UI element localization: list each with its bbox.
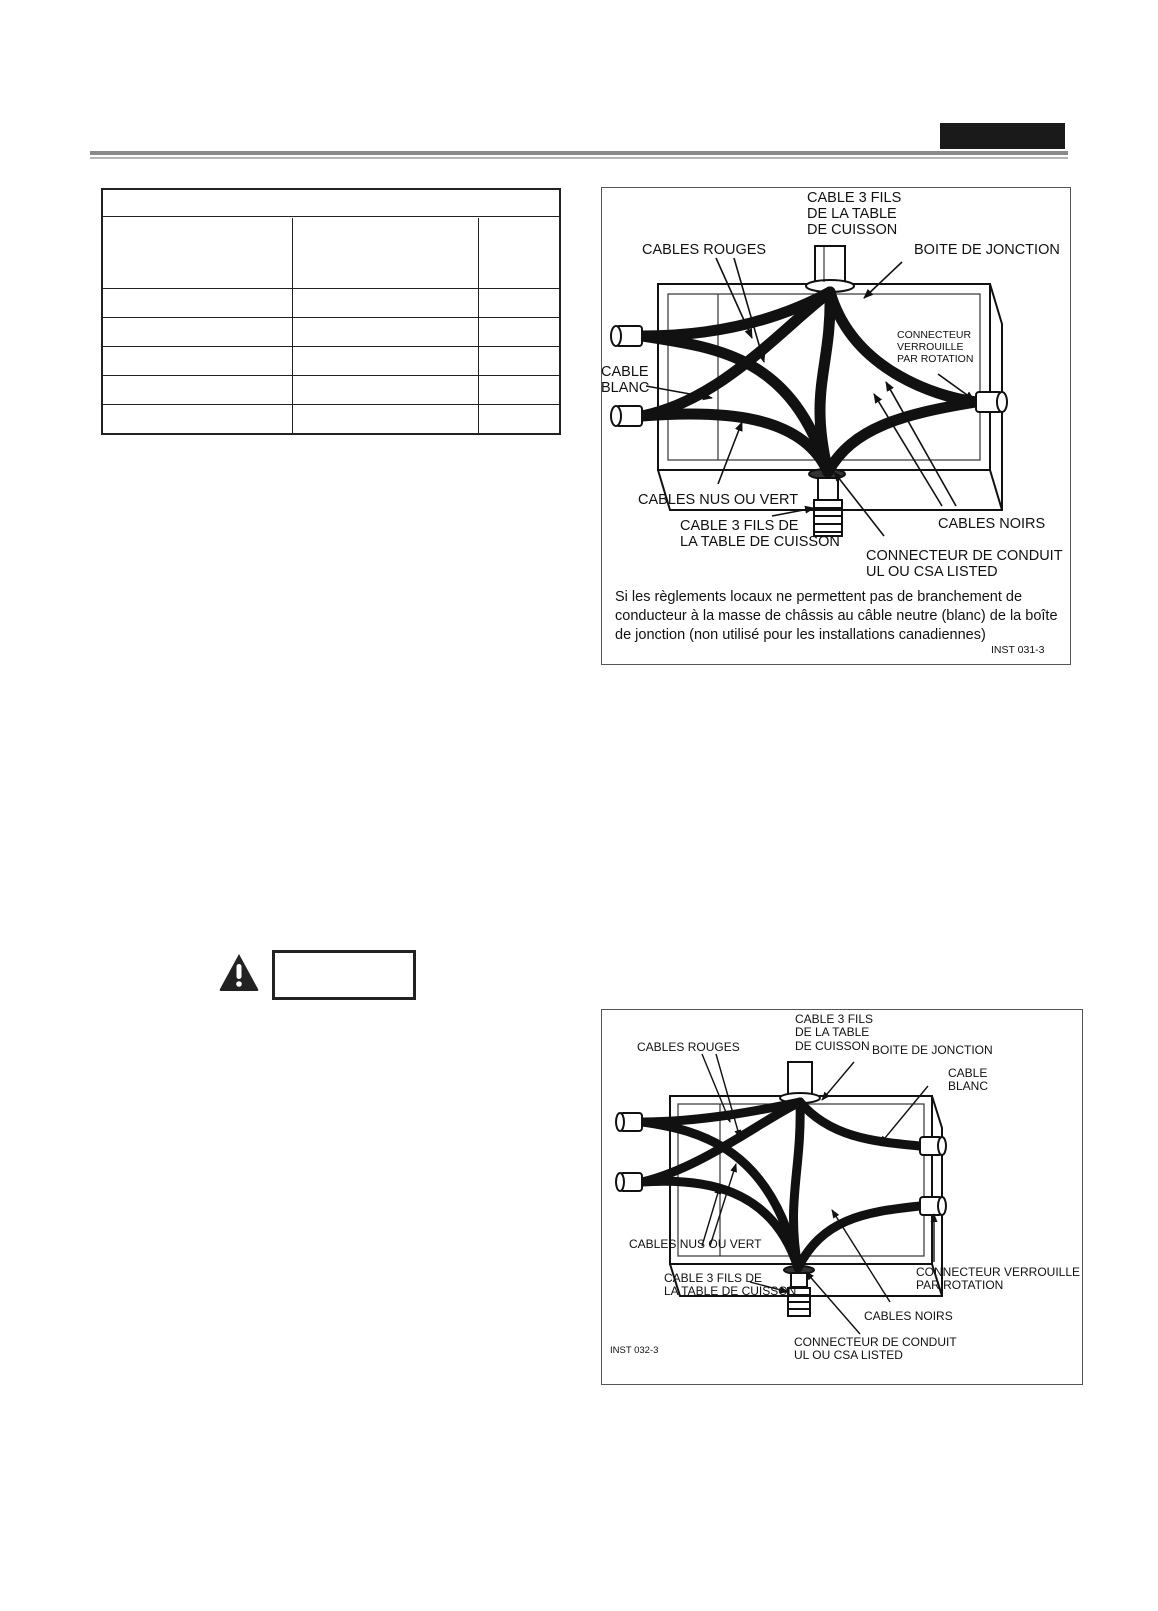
- label-junction-box: BOITE DE JONCTION: [872, 1043, 993, 1057]
- label-conduit-connector: CONNECTEUR DE CONDUIT UL OU CSA LISTED: [794, 1335, 957, 1363]
- header-rule: [90, 151, 1068, 155]
- label-black-cables: CABLES NOIRS: [938, 516, 1046, 532]
- header-rule-thin: [90, 157, 1068, 159]
- label-bare-green: CABLES NUS OU VERT: [638, 492, 799, 508]
- label-conduit-connector: CONNECTEUR DE CONDUIT UL OU CSA LISTED: [866, 548, 1063, 581]
- wiring-diagram-1: [601, 187, 1071, 665]
- label-junction-box: BOITE DE JONCTION: [914, 242, 1060, 258]
- figure-note: Si les règlements locaux ne permettent pas de branchement de conducteur à la masse de châssis au câble neutre (blanc) de la boîte de jonction (non utilisé pour les installations canadiennes): [615, 589, 1058, 643]
- label-cable-bottom: CABLE 3 FILS DE LA TABLE DE CUISSON: [664, 1271, 797, 1299]
- figure-code: INST 032-3: [610, 1345, 659, 1356]
- label-cable-bottom: CABLE 3 FILS DE LA TABLE DE CUISSON: [680, 518, 840, 551]
- label-bare-green: CABLES NUS OU VERT: [629, 1237, 762, 1251]
- spec-table: [101, 188, 561, 435]
- label-black-cables: CABLES NOIRS: [864, 1309, 953, 1323]
- table-row: [103, 288, 559, 289]
- table-row: [103, 375, 559, 376]
- table-row: [103, 404, 559, 405]
- label-white-cable: CABLE BLANC: [601, 364, 650, 397]
- figure-code: INST 031-3: [991, 644, 1045, 656]
- label-cable-top: CABLE 3 FILS DE LA TABLE DE CUISSON: [807, 190, 902, 239]
- label-white-cable: CABLE BLANC: [948, 1066, 989, 1094]
- table-row: [103, 317, 559, 318]
- table-header-divider: [103, 216, 559, 217]
- wiring-diagram-2: [601, 1009, 1083, 1385]
- table-row: [103, 346, 559, 347]
- label-cable-top: CABLE 3 FILS DE LA TABLE DE CUISSON: [795, 1012, 874, 1053]
- junction-box-drawing: [602, 1010, 1084, 1386]
- label-twist-connector: CONNECTEUR VERROUILLE PAR ROTATION: [897, 329, 974, 365]
- warning-triangle-icon: [218, 952, 260, 992]
- header-tab: [940, 123, 1065, 149]
- label-twist-connector: CONNECTEUR VERROUILLE PAR ROTATION: [916, 1265, 1081, 1293]
- warning-label-box: [272, 950, 416, 1000]
- label-red-cables: CABLES ROUGES: [637, 1040, 740, 1054]
- table-column-divider: [292, 218, 293, 433]
- table-column-divider: [478, 218, 479, 433]
- label-red-cables: CABLES ROUGES: [642, 242, 767, 258]
